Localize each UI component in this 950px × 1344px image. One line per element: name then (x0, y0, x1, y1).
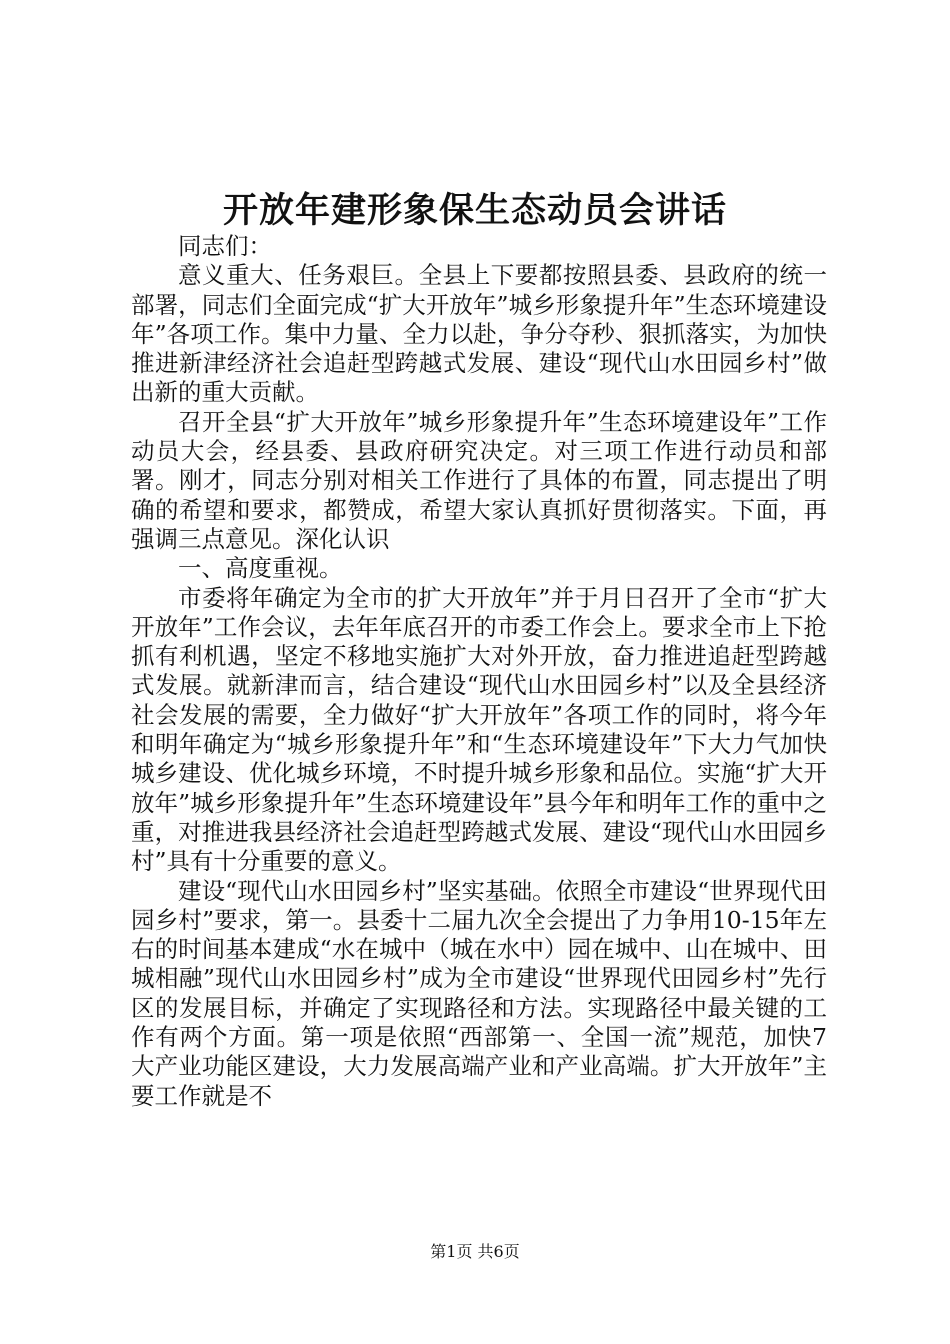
document-title: 开放年建形象保生态动员会讲话 (222, 190, 727, 231)
section-heading: 一、高度重视。 (178, 554, 343, 583)
body-paragraph: 建设“现代山水田园乡村”坚实基础。依照全市建设“世界现代田园乡村”要求，第一。县委十二届九次全会提出了力争用10-15年左右的时间基本建成“水在城中（城在水中）园在城中、山在城中、田城相融”现代山水田园乡村”成为全市建设“世界现代田园乡村”先行区的发展目标，并确定了实现路径和方法。实现路径中最关键的工作有两个方面。第一项是依照“西部第一、全国一流”规范，加快7大产业功能区建设，大力发展高端产业和产业高端。扩大开放年”主要工作就是不 (131, 876, 827, 1110)
document-body (131, 232, 827, 1111)
body-paragraph: 意义重大、任务艰巨。全县上下要都按照县委、县政府的统一部署，同志们全面完成“扩大开放年”城乡形象提升年”生态环境建设年”各项工作。集中力量、全力以赴，争分夺秒、狠抓落实，为加快推进新津经济社会追赶型跨越式发展、建设“现代山水田园乡村”做出新的重大贡献。 (131, 261, 827, 407)
salutation-paragraph: 同志们： (178, 232, 272, 260)
body-paragraph: 召开全县“扩大开放年”城乡形象提升年”生态环境建设年”工作动员大会，经县委、县政府研究决定。对三项工作进行动员和部署。刚才，同志分别对相关工作进行了具体的布置，同志提出了明确的希望和要求，都赞成，希望大家认真抓好贯彻落实。下面，再强调三点意见。深化认识 (131, 407, 827, 553)
body-paragraph: 市委将年确定为全市的扩大开放年”并于月日召开了全市“扩大开放年”工作会议，去年年底召开的市委工作会上。要求全市上下抢抓有利机遇，坚定不移地实施扩大对外开放，奋力推进追赶型跨越式发展。就新津而言，结合建设“现代山水田园乡村”以及全县经济社会发展的需要，全力做好“扩大开放年”各项工作的同时，将今年和明年确定为“城乡形象提升年”和“生态环境建设年”下大力气加快城乡建设、优化城乡环境，不时提升城乡形象和品位。实施“扩大开放年”城乡形象提升年”生态环境建设年”县今年和明年工作的重中之重，对推进我县经济社会追赶型跨越式发展、建设“现代山水田园乡村”具有十分重要的意义。 (131, 583, 827, 876)
page-number-footer: 第1页 共6页 (430, 1242, 520, 1261)
